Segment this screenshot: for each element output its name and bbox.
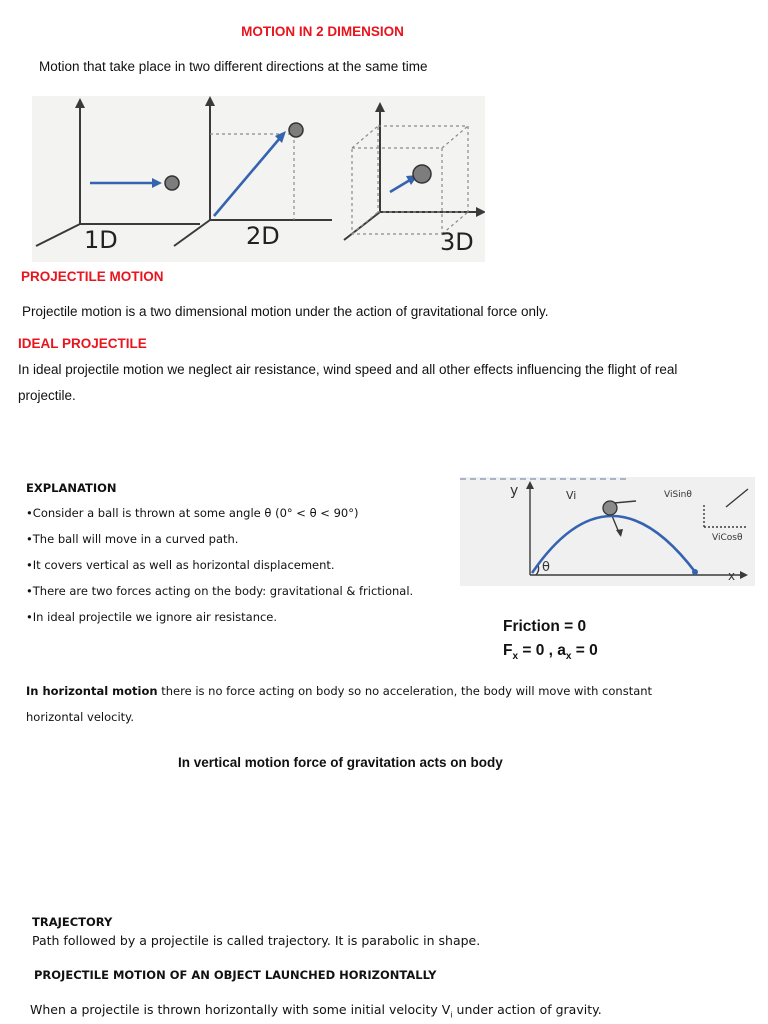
explanation-bullet: •In ideal projectile we ignore air resistance. [26, 610, 278, 624]
force-symbol: F [503, 642, 513, 659]
horizontal-motion-text [26, 678, 686, 730]
horizontal-motion-bold: In horizontal motion [26, 684, 158, 698]
vertical-component-label: ViSinθ [664, 490, 692, 500]
acceleration-value-text: = 0 [571, 642, 598, 659]
ideal-projectile-heading: IDEAL PROJECTILE [18, 336, 147, 351]
subscript-x: x [565, 651, 572, 663]
projectile-motion-heading: PROJECTILE MOTION [21, 269, 164, 284]
launched-horizontally-heading: PROJECTILE MOTION OF AN OBJECT LAUNCHED HORIZONTALLY [34, 968, 437, 982]
vertical-motion-text: In vertical motion force of gravitation acts on body [178, 755, 503, 770]
subscript-x: x [512, 651, 519, 663]
force-value-text: = 0 , a [518, 642, 566, 659]
ideal-projectile-text: In ideal projectile motion we neglect air resistance, wind speed and all other effects influencing the flight of real projectile. [18, 362, 678, 403]
launched-text-b: under action of gravity. [452, 1002, 602, 1017]
page-title: MOTION IN 2 DIMENSION [241, 24, 404, 39]
angle-label: θ [542, 560, 550, 575]
explanation-heading: EXPLANATION [26, 481, 117, 495]
axis-y-label: y [510, 483, 519, 499]
explanation-bullet: •It covers vertical as well as horizontal displacement. [26, 558, 335, 572]
label-3d: 3D [440, 228, 474, 256]
friction-line: Friction = 0 [503, 618, 587, 635]
explanation-bullet: •There are two forces acting on the body: gravitational & frictional. [26, 584, 414, 598]
label-2d: 2D [246, 222, 280, 250]
horizontal-component-label: ViCosθ [712, 533, 743, 543]
trajectory-text: Path followed by a projectile is called trajectory. It is parabolic in shape. [32, 933, 481, 948]
projectile-motion-text: Projectile motion is a two dimensional motion under the action of gravitational force only. [22, 304, 549, 319]
intro-text: Motion that take place in two different directions at the same time [39, 59, 428, 74]
axis-x-label: x [728, 569, 736, 583]
trajectory-figure [460, 477, 755, 586]
velocity-label: Vi [566, 489, 577, 502]
dimensions-figure [32, 96, 485, 262]
explanation-bullet: •Consider a ball is thrown at some angle θ (0° < θ < 90°) [26, 506, 359, 520]
force-acceleration-line [503, 642, 598, 662]
trajectory-heading: TRAJECTORY [32, 915, 113, 929]
launched-horizontally-text [30, 1002, 602, 1020]
subscript-i: i [450, 1010, 453, 1020]
horizontal-motion-rest: there is no force acting on body so no acceleration, the body will move with constant horizontal velocity. [26, 684, 653, 724]
launched-text-a: When a projectile is thrown horizontally with some initial velocity V [30, 1002, 451, 1017]
label-1d: 1D [84, 226, 118, 254]
explanation-bullet: •The ball will move in a curved path. [26, 532, 239, 546]
